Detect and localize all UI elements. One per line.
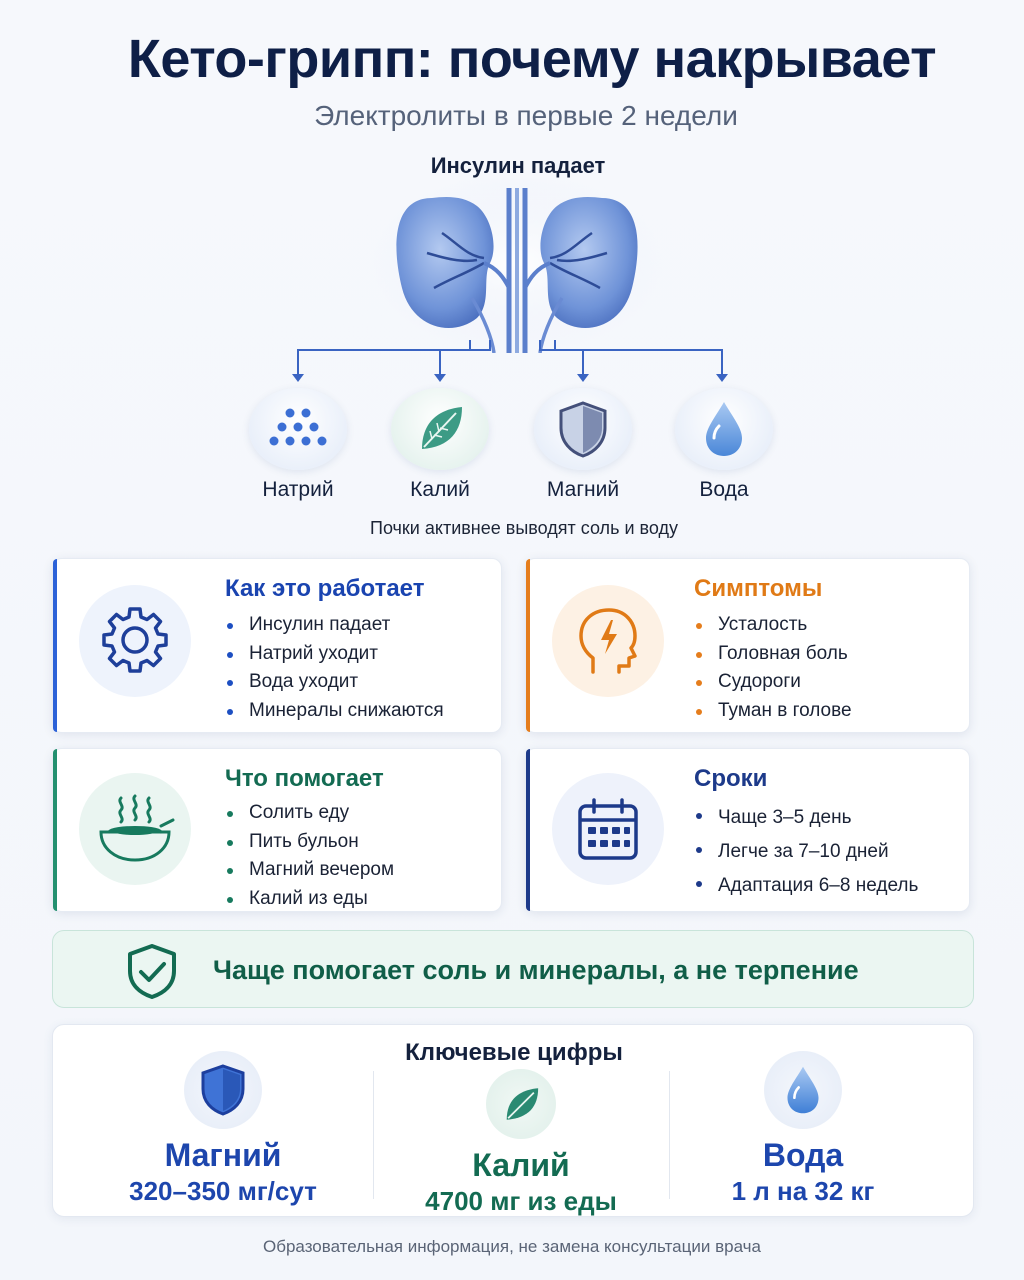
card-title: Симптомы — [694, 575, 823, 602]
key-figure-value: 1 л на 32 кг — [731, 1176, 875, 1206]
divider — [373, 1071, 374, 1199]
card-accent-bar — [53, 749, 57, 911]
electrolyte-sodium — [243, 388, 353, 502]
card-list — [225, 611, 444, 725]
kidneys-icon — [372, 178, 662, 353]
key-figure-water — [678, 1051, 928, 1207]
list-item: Легче за 7–10 дней — [694, 835, 918, 869]
card-accent-bar — [53, 559, 57, 732]
key-figure-name: Калий — [472, 1147, 570, 1183]
card-list — [225, 799, 394, 913]
insulin-label: Инсулин падает — [430, 153, 606, 178]
electrolyte-water — [669, 388, 779, 502]
head-lightning-icon — [552, 585, 664, 697]
list-item: Чаще 3–5 день — [694, 801, 918, 835]
key-figure-potassium — [383, 1069, 659, 1217]
card-accent-bar — [526, 559, 530, 732]
card-list — [694, 801, 918, 903]
list-item: Магний вечером — [225, 856, 394, 885]
list-item: Головная боль — [694, 640, 852, 669]
key-figure-magnesium — [93, 1051, 353, 1207]
key-figure-value: 320–350 мг/сут — [129, 1176, 317, 1206]
key-figure-name: Вода — [762, 1137, 844, 1173]
card-what-helps — [52, 748, 502, 912]
list-item: Калий из еды — [225, 885, 394, 914]
key-figure-value: 4700 мг из еды — [425, 1186, 617, 1216]
key-figure-name: Магний — [164, 1137, 282, 1173]
list-item: Туман в голове — [694, 697, 852, 726]
electrolyte-label: Вода — [699, 478, 749, 501]
card-list — [694, 611, 852, 725]
water-drop-icon — [764, 1051, 842, 1129]
list-item: Пить бульон — [225, 828, 394, 857]
divider — [669, 1071, 670, 1199]
list-item: Вода уходит — [225, 668, 444, 697]
advice-banner — [52, 930, 974, 1008]
gear-icon — [79, 585, 191, 697]
card-title: Сроки — [694, 765, 768, 792]
shield-check-icon — [125, 943, 179, 999]
key-figures-title: Ключевые цифры — [405, 1039, 623, 1066]
kidney-note: Почки активнее выводят соль и воду — [370, 518, 678, 538]
dots-icon — [249, 388, 347, 470]
water-drop-icon — [675, 388, 773, 470]
banner-text: Чаще помогает соль и минералы, а не терпение — [213, 955, 859, 985]
list-item: Натрий уходит — [225, 640, 444, 669]
disclaimer: Образовательная информация, не замена консультации врача — [263, 1237, 761, 1256]
shield-icon — [534, 388, 632, 470]
page-subtitle: Электролиты в первые 2 недели — [314, 100, 738, 131]
calendar-icon — [552, 773, 664, 885]
leaf-icon — [486, 1069, 556, 1139]
electrolyte-magnesium — [528, 388, 638, 502]
card-how-it-works — [52, 558, 502, 733]
branch-arrows — [0, 330, 1024, 390]
card-timing — [525, 748, 970, 912]
electrolyte-label: Магний — [546, 478, 620, 501]
list-item: Минералы снижаются — [225, 697, 444, 726]
electrolyte-label: Натрий — [262, 478, 334, 501]
list-item: Адаптация 6–8 недель — [694, 869, 918, 903]
card-accent-bar — [526, 749, 530, 911]
card-title: Что помогает — [225, 765, 384, 792]
soup-bowl-icon — [79, 773, 191, 885]
card-symptoms — [525, 558, 970, 733]
electrolyte-label: Калий — [410, 478, 470, 501]
page-title: Кето-грипп: почему накрывает — [127, 29, 937, 89]
electrolyte-potassium — [385, 388, 495, 502]
key-figures-panel — [52, 1024, 974, 1217]
list-item: Солить еду — [225, 799, 394, 828]
leaf-icon — [391, 388, 489, 470]
list-item: Усталость — [694, 611, 852, 640]
list-item: Инсулин падает — [225, 611, 444, 640]
list-item: Судороги — [694, 668, 852, 697]
card-title: Как это работает — [225, 575, 425, 602]
shield-icon — [184, 1051, 262, 1129]
